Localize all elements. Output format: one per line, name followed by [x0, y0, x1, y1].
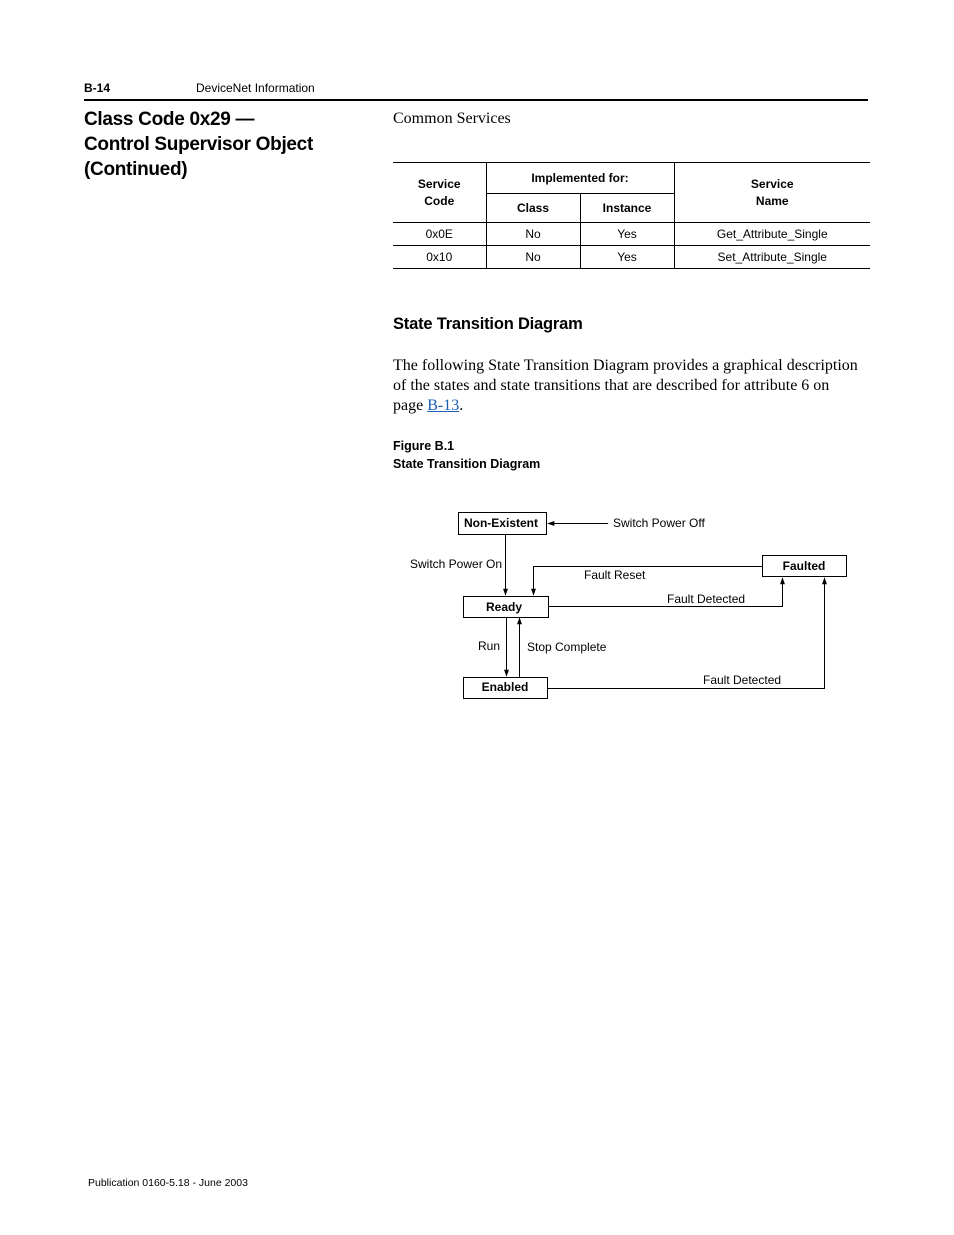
- state-transition-diagram: [390, 500, 870, 710]
- label-fault-reset: Fault Reset: [584, 568, 646, 582]
- table-row: [393, 246, 870, 269]
- label-switch-power-on: Switch Power On: [410, 557, 503, 571]
- cell-instance: Yes: [580, 223, 674, 246]
- state-ready: Ready: [485, 600, 523, 614]
- footer-publication: Publication 0160-5.18 - June 2003: [88, 1177, 248, 1189]
- header-rule: [84, 99, 868, 101]
- label-fault-detected-enabled: Fault Detected: [703, 673, 782, 687]
- figure-title: State Transition Diagram: [393, 457, 541, 471]
- header-service-code: Service Code: [393, 163, 486, 223]
- section-title-line-1: Class Code 0x29 —: [84, 109, 255, 130]
- cell-name: Get_Attribute_Single: [674, 223, 870, 246]
- figure-number: Figure B.1: [393, 439, 455, 453]
- label-switch-power-off: Switch Power Off: [613, 516, 705, 530]
- table-row: [393, 223, 870, 246]
- state-non-existent: Non-Existent: [463, 516, 539, 530]
- label-stop-complete: Stop Complete: [527, 640, 607, 654]
- cell-code: 0x10: [393, 246, 486, 269]
- cell-name: Set_Attribute_Single: [674, 246, 870, 269]
- section-title-line-2: Control Supervisor Object: [84, 134, 313, 155]
- common-services-label: Common Services: [393, 110, 511, 127]
- common-services-table: [393, 162, 870, 269]
- header-service-name: Service Name: [674, 163, 870, 223]
- arrow-fault-detected-ready: [549, 578, 783, 607]
- header-instance: Instance: [580, 194, 674, 223]
- label-fault-detected-ready: Fault Detected: [667, 592, 746, 606]
- section-title: [84, 107, 344, 182]
- cell-class: No: [486, 246, 580, 269]
- state-faulted: Faulted: [782, 559, 826, 573]
- body-paragraph: The following State Transition Diagram provides a graphical description of the states and state transitions that are described for attribute 6 on page B-13.: [393, 357, 858, 414]
- arrow-fault-reset: [534, 567, 763, 596]
- page-link-b13[interactable]: B-13: [427, 397, 460, 414]
- cell-code: 0x0E: [393, 223, 486, 246]
- header-class: Class: [486, 194, 580, 223]
- state-enabled: Enabled: [481, 680, 529, 694]
- label-run: Run: [478, 639, 501, 653]
- section-title-line-3: (Continued): [84, 159, 188, 180]
- page-number: B-14: [84, 81, 111, 95]
- cell-class: No: [486, 223, 580, 246]
- running-header: DeviceNet Information: [196, 81, 315, 95]
- header-implemented-for: Implemented for:: [486, 163, 674, 194]
- state-transition-heading: State Transition Diagram: [393, 315, 583, 333]
- cell-instance: Yes: [580, 246, 674, 269]
